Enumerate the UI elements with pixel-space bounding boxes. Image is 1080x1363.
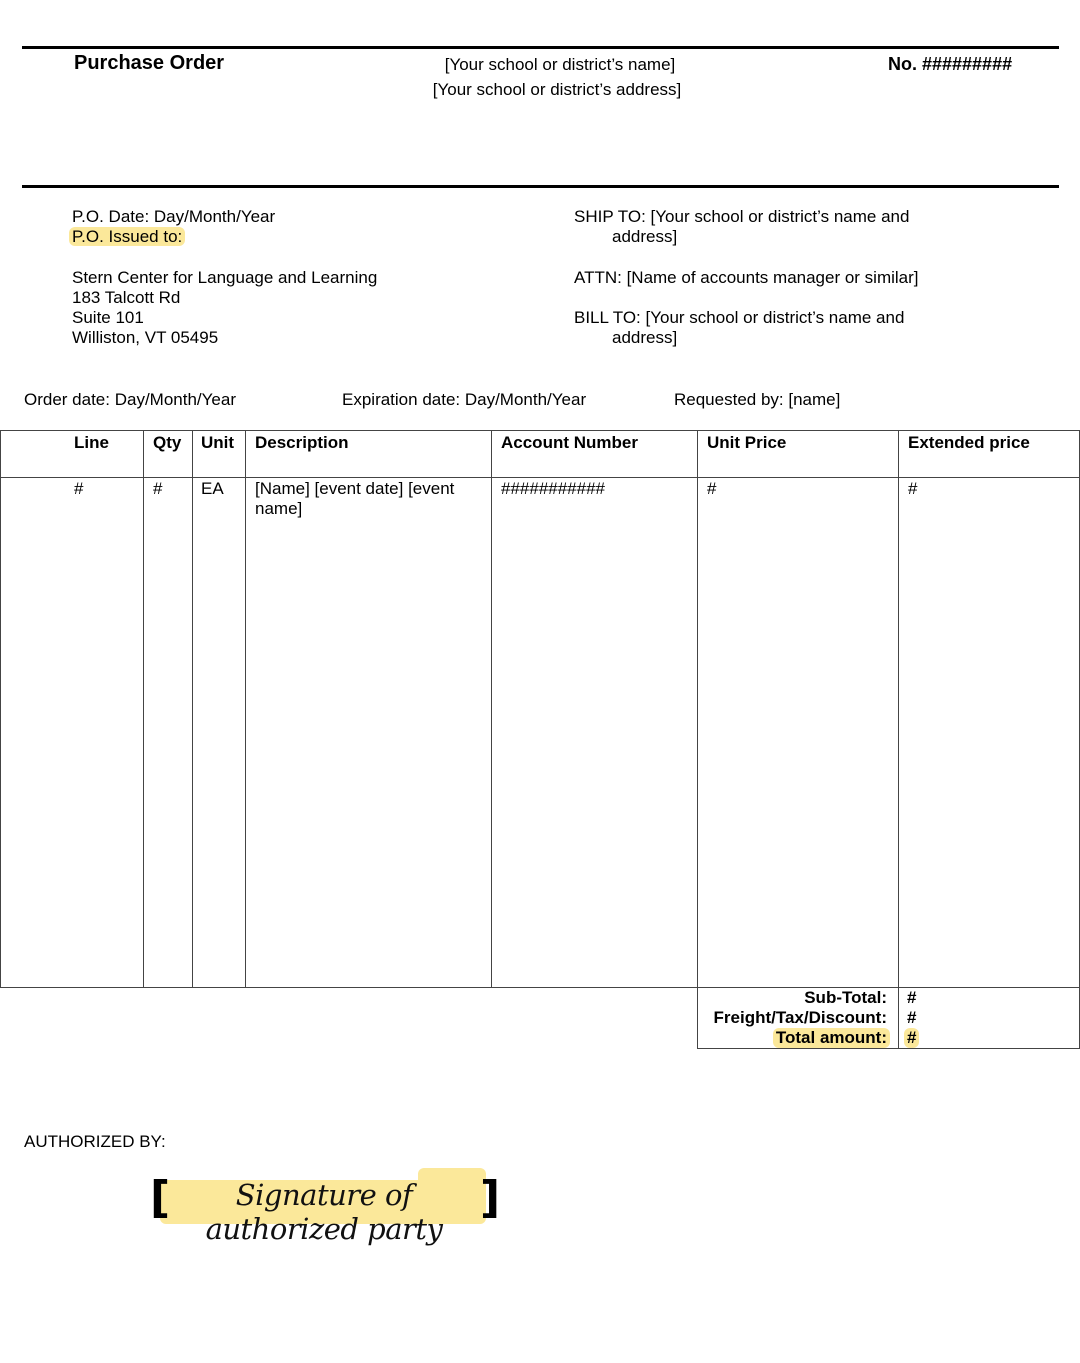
header-bottom-rule — [22, 185, 1059, 188]
table-header-divider — [1, 477, 1079, 478]
total-amount-value: # — [904, 1028, 919, 1048]
header-extended-price: Extended price — [908, 433, 1030, 452]
line-items-table — [0, 430, 1080, 988]
requested-by: Requested by: [name] — [674, 390, 841, 409]
header-account-number: Account Number — [501, 433, 638, 452]
header-description: Description — [255, 433, 349, 452]
cell-account-number: ########### — [501, 479, 606, 498]
ship-to-line1: SHIP TO: [Your school or district’s name and — [574, 207, 910, 226]
totals-box — [697, 987, 1080, 1049]
header-line: Line — [74, 433, 109, 452]
po-date: P.O. Date: Day/Month/Year — [72, 207, 276, 226]
cell-unit: EA — [201, 479, 224, 498]
po-issued-to-label: P.O. Issued to: — [69, 227, 185, 246]
vendor-city: Williston, VT 05495 — [72, 328, 219, 347]
bill-to-block — [574, 308, 904, 348]
school-name: [Your school or district’s name] — [444, 55, 676, 74]
vendor-suite: Suite 101 — [72, 308, 144, 327]
left-bracket-icon: [ — [150, 1172, 171, 1223]
attn-line: ATTN: [Name of accounts manager or similar] — [574, 268, 919, 287]
bill-to-line1: BILL TO: [Your school or district’s name and — [574, 308, 905, 327]
vendor-name: Stern Center for Language and Learning — [72, 268, 378, 287]
ship-to-block — [574, 207, 909, 247]
subtotal-label: Sub-Total: — [804, 988, 887, 1007]
document-title: Purchase Order — [74, 52, 225, 74]
column-divider — [898, 431, 899, 987]
vendor-address — [72, 268, 377, 348]
bill-to-line2: address] — [612, 328, 678, 347]
column-divider — [192, 431, 193, 987]
cell-description — [255, 479, 454, 519]
subtotal-value: # — [907, 988, 917, 1007]
school-address: [Your school or district’s address] — [432, 80, 682, 99]
top-rule — [22, 46, 1059, 49]
ship-to-line2: address] — [612, 227, 678, 246]
authorized-by-label: AUTHORIZED BY: — [24, 1132, 166, 1151]
expiration-date: Expiration date: Day/Month/Year — [342, 390, 587, 409]
cell-qty: # — [153, 479, 163, 498]
order-date: Order date: Day/Month/Year — [24, 390, 236, 409]
column-divider — [143, 431, 144, 987]
header-qty: Qty — [153, 433, 182, 452]
column-divider — [245, 431, 246, 987]
cell-unit-price: # — [707, 479, 717, 498]
cell-extended-price: # — [908, 479, 918, 498]
header-unit-price: Unit Price — [707, 433, 787, 452]
po-info-block — [72, 207, 275, 247]
signature-text: Signature of authorized party — [205, 1178, 443, 1246]
description-line1: [Name] [event date] [event — [255, 479, 455, 498]
total-amount-label: Total amount: — [773, 1028, 890, 1048]
po-number: No. ######### — [888, 54, 1013, 74]
vendor-street: 183 Talcott Rd — [72, 288, 181, 307]
column-divider — [697, 431, 698, 987]
freight-value: # — [907, 1008, 917, 1027]
freight-label: Freight/Tax/Discount: — [713, 1008, 887, 1027]
header-unit: Unit — [201, 433, 235, 452]
signature-placeholder — [150, 1168, 501, 1246]
cell-line: # — [74, 479, 84, 498]
description-line2: name] — [255, 499, 303, 518]
totals-divider — [898, 987, 899, 1048]
right-bracket-icon: ] — [480, 1172, 501, 1223]
column-divider — [491, 431, 492, 987]
